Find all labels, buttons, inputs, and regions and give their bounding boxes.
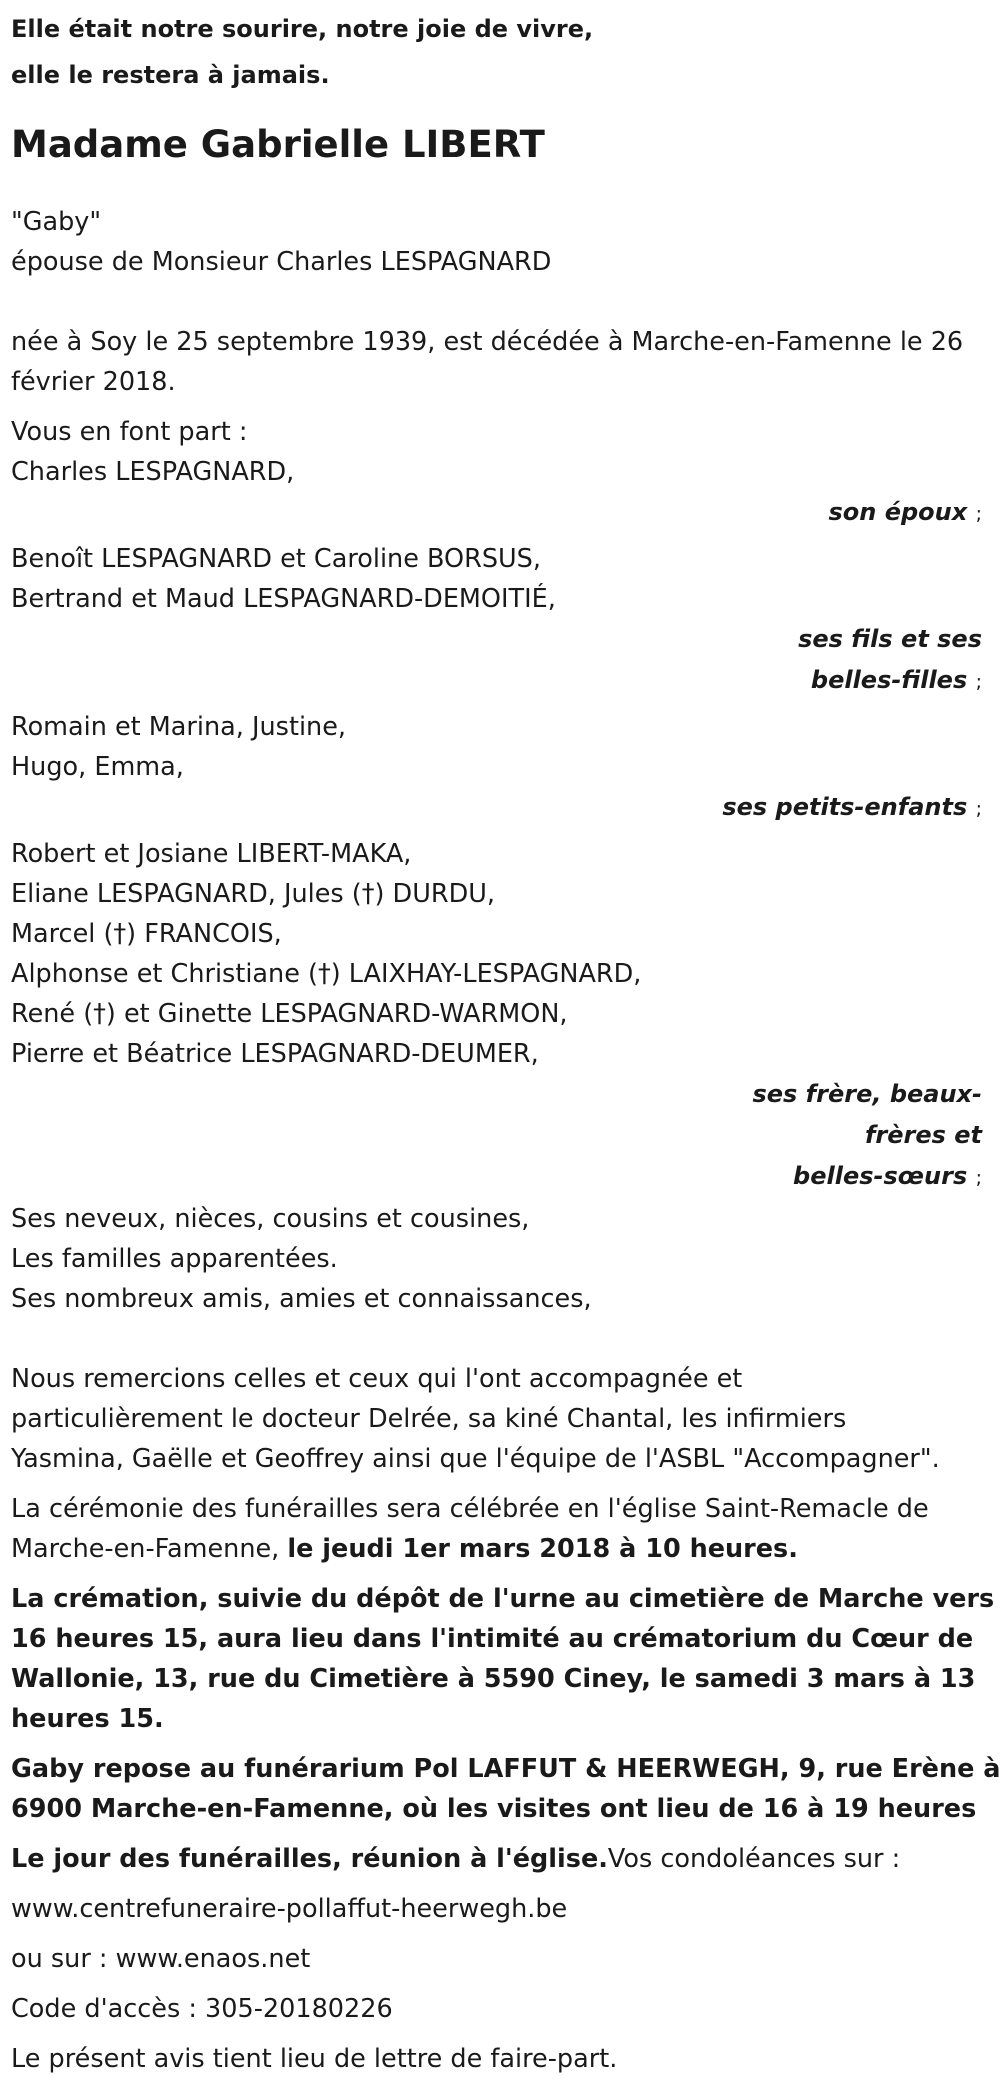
- relation-suffix: ;: [975, 1167, 982, 1189]
- family-name-line: Eliane LESPAGNARD, Jules (†) DURDU,: [11, 879, 495, 909]
- relation-label: [11, 787, 989, 830]
- cremation-line: La crémation, suivie du dépôt de l'urne au cimetière de Marche vers: [11, 1584, 995, 1614]
- other-relatives-line: Ses nombreux amis, amies et connaissances,: [11, 1284, 592, 1314]
- meeting-note: Le jour des funérailles, réunion à l'église.: [11, 1844, 608, 1874]
- family-name-line: Hugo, Emma,: [11, 752, 184, 782]
- cremation-line: Wallonie, 13, rue du Cimetière à 5590 Ciney, le samedi 3 mars à 13: [11, 1664, 976, 1694]
- thanks-line: Nous remercions celles et ceux qui l'ont accompagnée et: [11, 1364, 743, 1394]
- access-code-paragraph: [11, 1989, 989, 2029]
- relation-label: [11, 492, 989, 535]
- relation-text: ses petits-enfants: [722, 793, 968, 821]
- family-group-sons: [11, 539, 989, 703]
- relation-label: [11, 660, 989, 703]
- announce-intro: Vous en font part :: [11, 417, 248, 447]
- relation-text: belles-sœurs: [793, 1162, 968, 1190]
- relation-text: belles-filles: [810, 666, 968, 694]
- other-relatives-line: Ses neveux, nièces, cousins et cousines,: [11, 1204, 530, 1234]
- birth-line: née à Soy le 25 septembre 1939, est décédée à Marche-en-Famenne le 26: [11, 327, 964, 357]
- family-name-line: Benoît LESPAGNARD et Caroline BORSUS,: [11, 544, 541, 574]
- enaos-website-link[interactable]: ou sur : www.enaos.net: [11, 1944, 311, 1974]
- family-group-grandchildren: [11, 707, 989, 830]
- quote-line: Elle était notre sourire, notre joie de vivre,: [11, 15, 594, 43]
- alt-website-paragraph: [11, 1939, 989, 1979]
- closing-paragraph: [11, 2039, 989, 2079]
- family-name-line: Alphonse et Christiane (†) LAIXHAY-LESPAGNARD,: [11, 959, 642, 989]
- funerarium-line: Gaby repose au funérarium Pol LAFFUT & HEERWEGH, 9, rue Erène à: [11, 1754, 1000, 1784]
- family-name-line: Romain et Marina, Justine,: [11, 712, 346, 742]
- family-name-line: Robert et Josiane LIBERT-MAKA,: [11, 839, 412, 869]
- relation-text: frères et: [864, 1121, 982, 1149]
- other-relatives-line: Les familles apparentées.: [11, 1244, 338, 1274]
- family-group-siblings: [11, 834, 989, 1199]
- family-name-line: Charles LESPAGNARD,: [11, 457, 295, 487]
- relation-text: son époux: [828, 498, 968, 526]
- quote-line: elle le restera à jamais.: [11, 61, 330, 89]
- access-code: Code d'accès : 305-20180226: [11, 1994, 393, 2024]
- cremation-paragraph: [11, 1579, 995, 1739]
- thanks-paragraph: [11, 1359, 989, 1479]
- relation-suffix: ;: [975, 671, 982, 693]
- funerarium-line: 6900 Marche-en-Famenne, où les visites ont lieu de 16 à 19 heures: [11, 1794, 977, 1824]
- identity-block: [11, 202, 989, 282]
- announcement: [11, 412, 989, 1319]
- thanks-line: Yasmina, Gaëlle et Geoffrey ainsi que l'équipe de l'ASBL "Accompagner".: [11, 1444, 940, 1474]
- closing-note: Le présent avis tient lieu de lettre de faire-part.: [11, 2044, 618, 2074]
- website-paragraph: [11, 1889, 989, 1929]
- ceremony-date: le jeudi 1er mars 2018 à 10 heures.: [287, 1534, 798, 1564]
- funeral-website-link[interactable]: www.centrefuneraire-pollaffut-heerwegh.be: [11, 1894, 568, 1924]
- condolences-intro: Vos condoléances sur :: [607, 1844, 901, 1874]
- relation-suffix: ;: [975, 798, 982, 820]
- ceremony-line: [11, 1529, 989, 1569]
- condolences-line: [11, 1839, 989, 1879]
- family-name-line: Pierre et Béatrice LESPAGNARD-DEUMER,: [11, 1039, 539, 1069]
- ceremony-line: La cérémonie des funérailles sera célébrée en l'église Saint-Remacle de: [11, 1494, 929, 1524]
- relation-label: [11, 619, 989, 660]
- epitaph-quote: [11, 0, 989, 98]
- relation-text: ses fils et ses: [798, 625, 982, 653]
- relation-text: ses frère, beaux-: [752, 1080, 982, 1108]
- cremation-line: 16 heures 15, aura lieu dans l'intimité au crématorium du Cœur de: [11, 1624, 974, 1654]
- family-name-line: Bertrand et Maud LESPAGNARD-DEMOITIÉ,: [11, 584, 556, 614]
- birth-death-info: [11, 322, 989, 402]
- family-group-spouse: [11, 452, 989, 535]
- extended-family: [11, 1199, 989, 1319]
- spouse-line: épouse de Monsieur Charles LESPAGNARD: [11, 247, 552, 277]
- birth-line: février 2018.: [11, 367, 176, 397]
- ceremony-paragraph: [11, 1489, 989, 1569]
- family-name-line: René (†) et Ginette LESPAGNARD-WARMON,: [11, 999, 568, 1029]
- relation-label: [11, 1156, 989, 1199]
- family-name-line: Marcel (†) FRANCOIS,: [11, 919, 282, 949]
- relation-suffix: ;: [975, 503, 982, 525]
- thanks-line: particulièrement le docteur Delrée, sa kiné Chantal, les infirmiers: [11, 1404, 847, 1434]
- cremation-line: heures 15.: [11, 1704, 164, 1734]
- relation-label: [11, 1115, 989, 1156]
- ceremony-place: Marche-en-Famenne,: [11, 1534, 288, 1564]
- relation-label: [11, 1074, 989, 1115]
- deceased-name: Madame Gabrielle LIBERT: [11, 123, 545, 166]
- nickname: "Gaby": [11, 207, 102, 237]
- funerarium-paragraph: [11, 1749, 1000, 1829]
- condolences-paragraph: [11, 1839, 989, 1879]
